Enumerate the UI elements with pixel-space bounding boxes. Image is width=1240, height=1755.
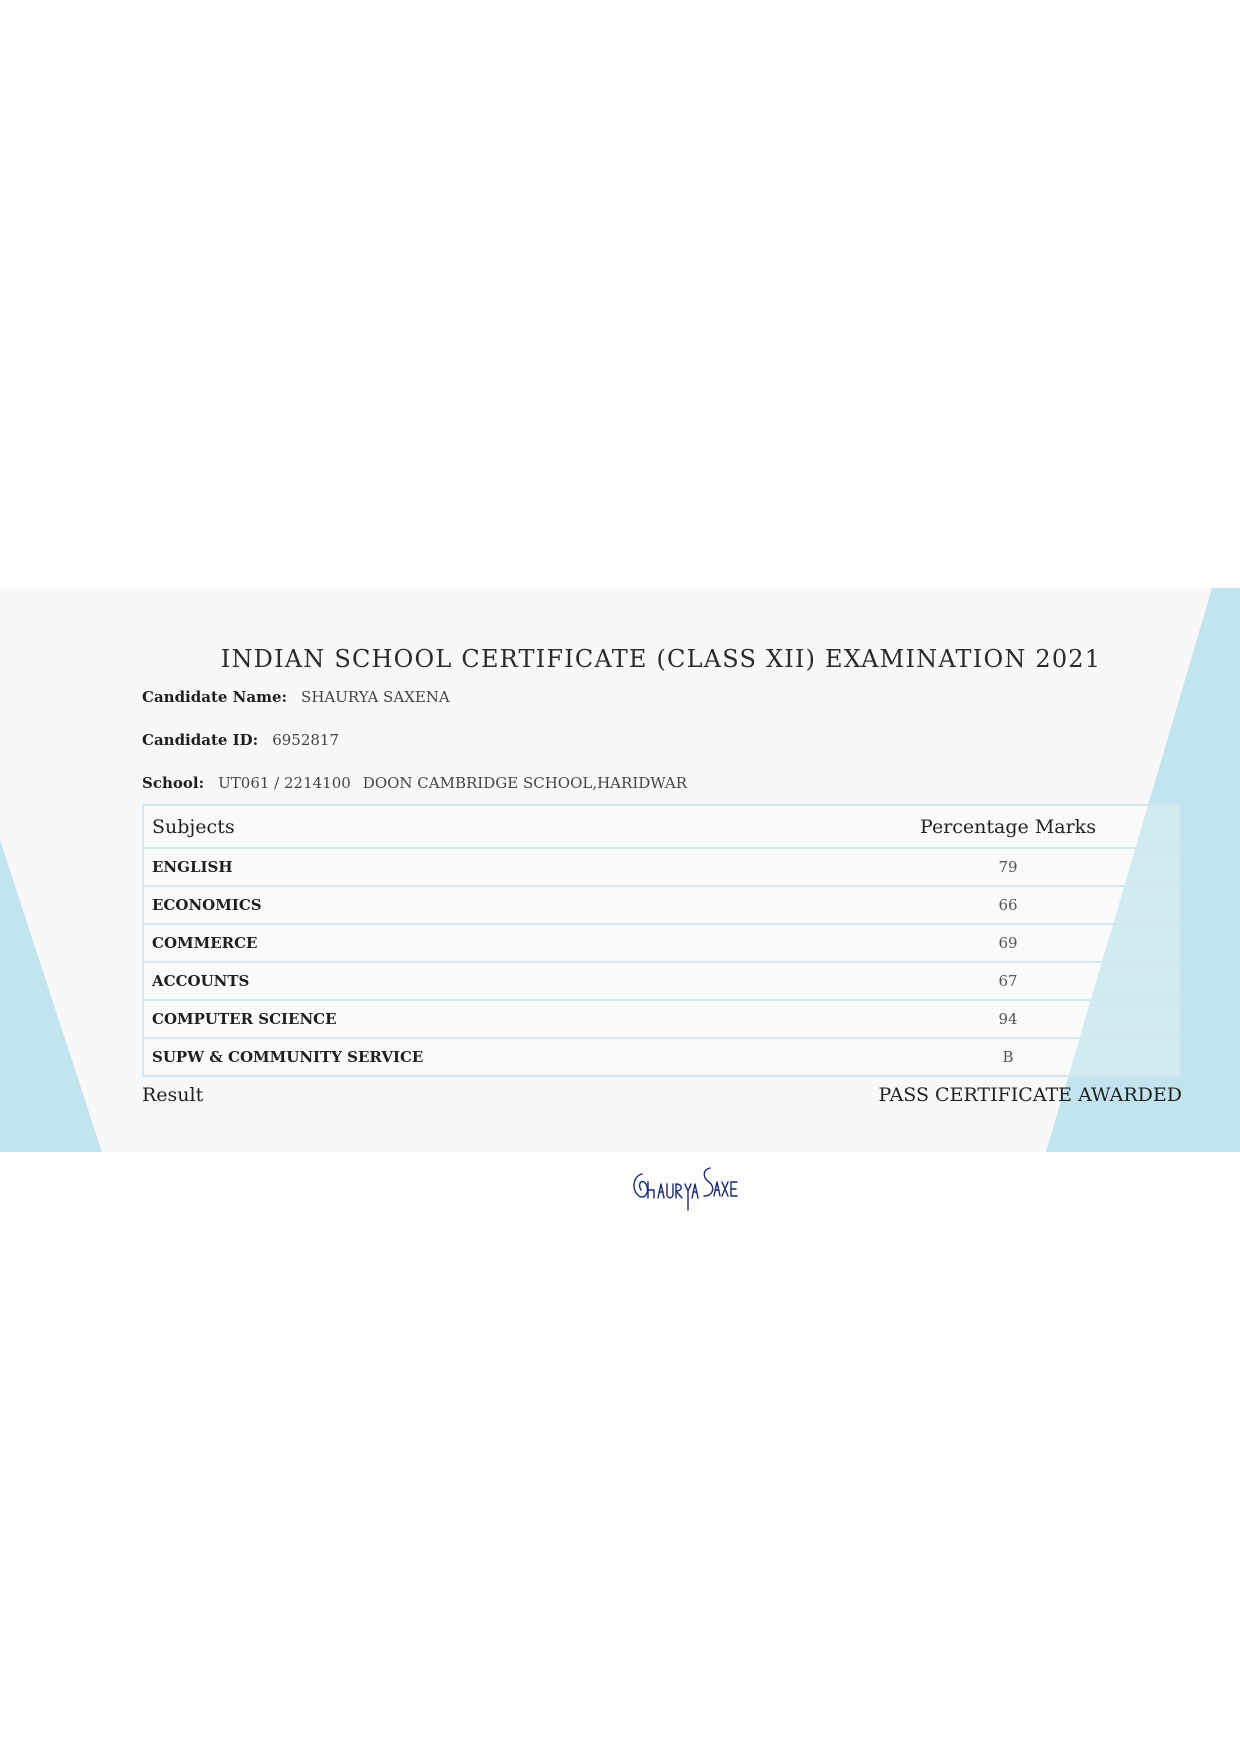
percentage-marks-header: Percentage Marks bbox=[838, 805, 1179, 848]
marks-cell: 66 bbox=[838, 886, 1179, 924]
candidate-id-line bbox=[142, 731, 339, 749]
marks-cell: 67 bbox=[838, 962, 1179, 1000]
table-row bbox=[143, 848, 1179, 886]
subject-cell: ENGLISH bbox=[143, 848, 838, 886]
subject-cell: COMMERCE bbox=[143, 924, 838, 962]
candidate-name-line bbox=[142, 688, 450, 706]
subject-cell: ACCOUNTS bbox=[143, 962, 838, 1000]
result-value: PASS CERTIFICATE AWARDED bbox=[878, 1084, 1182, 1106]
result-label: Result bbox=[142, 1084, 204, 1106]
table-header-row bbox=[143, 805, 1179, 848]
subject-cell: SUPW & COMMUNITY SERVICE bbox=[143, 1038, 838, 1076]
result-card bbox=[0, 588, 1240, 1152]
subject-cell: ECONOMICS bbox=[143, 886, 838, 924]
table-row bbox=[143, 962, 1179, 1000]
subjects-header: Subjects bbox=[143, 805, 838, 848]
marks-table bbox=[142, 804, 1180, 1077]
signature bbox=[628, 1160, 740, 1220]
marks-cell: 69 bbox=[838, 924, 1179, 962]
school-line bbox=[142, 774, 687, 792]
table-row bbox=[143, 1000, 1179, 1038]
subject-cell: COMPUTER SCIENCE bbox=[143, 1000, 838, 1038]
result-row bbox=[142, 1084, 1182, 1106]
marks-cell: B bbox=[838, 1038, 1179, 1076]
table-row bbox=[143, 886, 1179, 924]
marks-cell: 79 bbox=[838, 848, 1179, 886]
exam-title: INDIAN SCHOOL CERTIFICATE (CLASS XII) EXAMINATION 2021 bbox=[220, 645, 1102, 673]
table-row bbox=[143, 924, 1179, 962]
table-row bbox=[143, 1038, 1179, 1076]
candidate-id-value: 6952817 bbox=[272, 731, 340, 749]
candidate-id-label: Candidate ID: bbox=[142, 731, 259, 749]
school-label: School: bbox=[142, 774, 205, 792]
candidate-name-value: SHAURYA SAXENA bbox=[301, 688, 450, 706]
candidate-name-label: Candidate Name: bbox=[142, 688, 288, 706]
school-name: DOON CAMBRIDGE SCHOOL,HARIDWAR bbox=[362, 774, 688, 792]
school-code: UT061 / 2214100 bbox=[218, 774, 351, 792]
marks-cell: 94 bbox=[838, 1000, 1179, 1038]
